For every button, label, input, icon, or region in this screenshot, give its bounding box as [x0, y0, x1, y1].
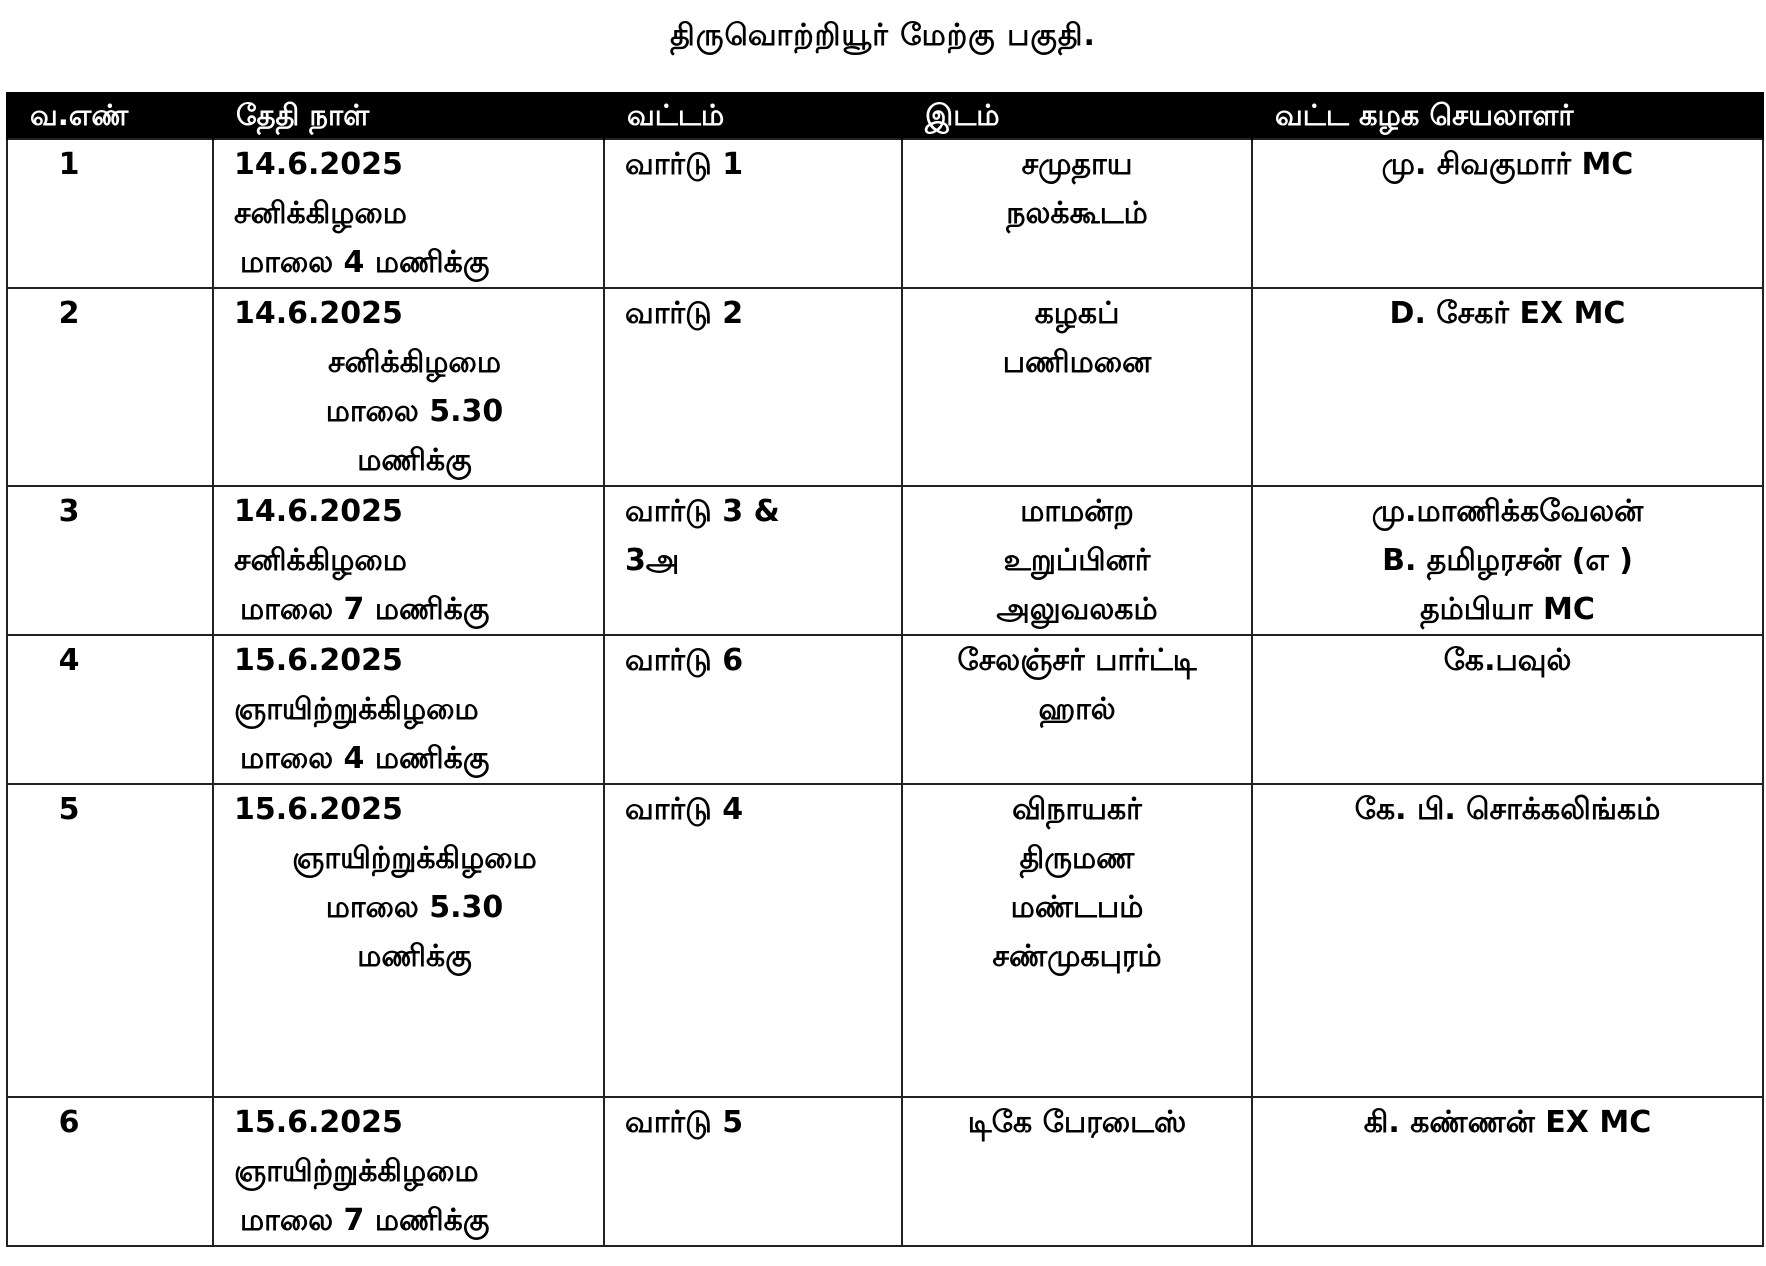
place-line: அலுவலகம்: [996, 592, 1158, 627]
place-line: ஹால்: [1038, 692, 1116, 727]
cell-serial-number: 1: [7, 139, 213, 288]
cell-ward: [604, 139, 902, 288]
table-row: [7, 1097, 1763, 1246]
ward-text: வார்டு 5: [625, 1105, 744, 1140]
header-serial-number: வ.எண்: [7, 92, 213, 139]
place-line: சேலஞ்சர் பார்ட்டி: [957, 643, 1197, 678]
place-line: டிகே பேரடைஸ்: [967, 1105, 1187, 1140]
place-line: சண்முகபுரம்: [992, 939, 1162, 974]
cell-place: [902, 635, 1252, 784]
time-text: மாலை 7 மணிக்கு: [240, 592, 490, 627]
cell-place: [902, 139, 1252, 288]
table-row: [7, 139, 1763, 288]
place-line: பணிமனை: [1002, 345, 1152, 380]
date-text: 15.6.2025: [234, 792, 403, 827]
cell-secretary: [1252, 139, 1763, 288]
cell-serial-number: 2: [7, 288, 213, 486]
cell-date-day: [213, 1097, 604, 1246]
place-line: நலக்கூடம்: [1006, 196, 1148, 231]
cell-ward: [604, 486, 902, 635]
schedule-table: [6, 92, 1764, 1247]
secretary-line: கே. பி. சொக்கலிங்கம்: [1354, 792, 1661, 827]
date-text: 14.6.2025: [234, 494, 403, 529]
cell-secretary: [1252, 1097, 1763, 1246]
day-text: சனிக்கிழமை: [234, 543, 407, 578]
cell-place: [902, 288, 1252, 486]
cell-date-day: [213, 784, 604, 1097]
cell-date-day: [213, 635, 604, 784]
table-row: [7, 784, 1763, 1097]
time-text-continued: மணிக்கு: [357, 443, 472, 478]
cell-secretary: [1252, 784, 1763, 1097]
page-title: திருவொற்றியூர் மேற்கு பகுதி.: [670, 18, 1096, 53]
time-text: மாலை 5.30: [325, 890, 504, 925]
ward-text: வார்டு 3 &: [625, 494, 780, 529]
ward-text-continued: 3அ: [625, 543, 680, 578]
ward-text: வார்டு 1: [625, 147, 744, 182]
header-date-day: தேதி நாள்: [213, 92, 604, 139]
time-text: மாலை 7 மணிக்கு: [240, 1203, 490, 1238]
day-text: ஞாயிற்றுக்கிழமை: [234, 692, 479, 727]
time-text: மாலை 4 மணிக்கு: [240, 741, 490, 776]
place-line: சமுதாய: [1021, 147, 1133, 182]
header-place: இடம்: [902, 92, 1252, 139]
secretary-line: மு. சிவகுமார் MC: [1381, 147, 1634, 182]
date-text: 14.6.2025: [234, 296, 403, 331]
cell-ward: [604, 784, 902, 1097]
secretary-line: B. தமிழரசன் (எ ): [1382, 543, 1633, 578]
secretary-line: தம்பியா MC: [1420, 592, 1595, 627]
cell-date-day: [213, 139, 604, 288]
cell-serial-number: 4: [7, 635, 213, 784]
place-line: திருமண: [1019, 841, 1135, 876]
place-line: கழகப்: [1034, 296, 1120, 331]
cell-place: [902, 784, 1252, 1097]
table-row: [7, 635, 1763, 784]
secretary-line: D. சேகர் EX MC: [1389, 296, 1626, 331]
cell-ward: [604, 635, 902, 784]
header-ward: வட்டம்: [604, 92, 902, 139]
table-header-row: [7, 92, 1763, 139]
cell-secretary: [1252, 486, 1763, 635]
day-text: சனிக்கிழமை: [328, 345, 501, 380]
cell-secretary: [1252, 635, 1763, 784]
date-text: 15.6.2025: [234, 1105, 403, 1140]
time-text-continued: மணிக்கு: [357, 939, 472, 974]
ward-text: வார்டு 6: [625, 643, 744, 678]
date-text: 15.6.2025: [234, 643, 403, 678]
day-text: சனிக்கிழமை: [234, 196, 407, 231]
cell-secretary: [1252, 288, 1763, 486]
time-text: மாலை 4 மணிக்கு: [240, 245, 490, 280]
table-row: [7, 486, 1763, 635]
ward-text: வார்டு 2: [625, 296, 744, 331]
secretary-line: மு.மாணிக்கவேலன்: [1371, 494, 1644, 529]
cell-place: [902, 1097, 1252, 1246]
cell-serial-number: 3: [7, 486, 213, 635]
place-line: உறுப்பினர்: [1003, 543, 1151, 578]
cell-serial-number: 5: [7, 784, 213, 1097]
ward-text: வார்டு 4: [625, 792, 744, 827]
place-line: மாமன்ற: [1020, 494, 1134, 529]
time-text: மாலை 5.30: [325, 394, 504, 429]
cell-place: [902, 486, 1252, 635]
day-text: ஞாயிற்றுக்கிழமை: [292, 841, 537, 876]
date-text: 14.6.2025: [234, 147, 403, 182]
cell-date-day: [213, 288, 604, 486]
cell-ward: [604, 288, 902, 486]
cell-serial-number: 6: [7, 1097, 213, 1246]
table-row: [7, 288, 1763, 486]
cell-date-day: [213, 486, 604, 635]
header-secretary: வட்ட கழக செயலாளர்: [1252, 92, 1763, 139]
secretary-line: கே.பவுல்: [1443, 643, 1572, 678]
secretary-line: கி. கண்ணன் EX MC: [1363, 1105, 1652, 1140]
cell-ward: [604, 1097, 902, 1246]
place-line: மண்டபம்: [1010, 890, 1144, 925]
place-line: விநாயகர்: [1012, 792, 1142, 827]
day-text: ஞாயிற்றுக்கிழமை: [234, 1154, 479, 1189]
